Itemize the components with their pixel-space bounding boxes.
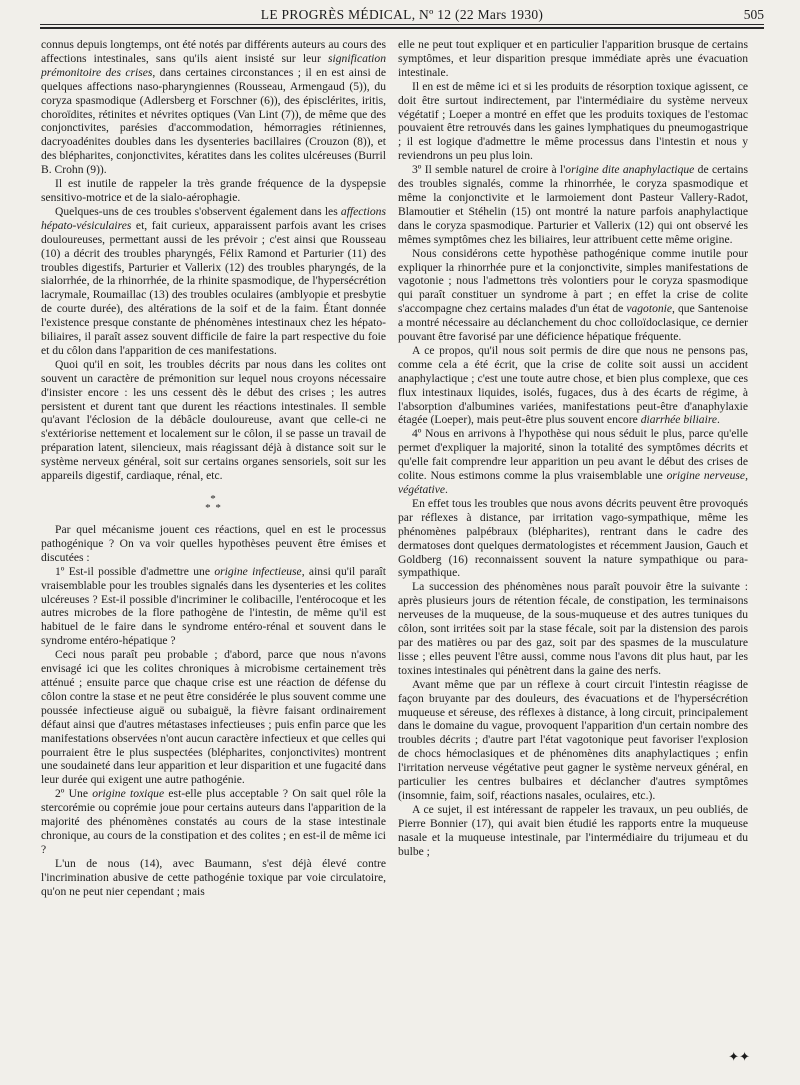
paragraph: L'un de nous (14), avec Baumann, s'est déjà élevé contre l'incrimination abusive de cette pathogénie toxique par voie circulatoire, qu'on ne peut nier cependant ; mais [41, 856, 386, 898]
page-number: 505 [743, 7, 764, 22]
right-column [398, 38, 748, 1078]
paragraph: A ce sujet, il est intéressant de rappeler les travaux, un peu oubliés, de Pierre Bonnier (17), qui avait bien étudié les rapports entre la muqueuse nasale et la muqueuse intestinale, par l'intermédiaire du trijumeau et du bulbe ; [398, 802, 748, 858]
paragraph: A ce propos, qu'il nous soit permis de dire que nous ne pensons pas, comme cela a été écrit, que la crise de colite soit aussi un accident anaphylactique ; c'est une toute autre chose, et bien plus complexe, que ces flux intestinaux liquides, isolés, fugaces, dus à des écarts de régime, à l'absorption d'albumines variées, manifestations peut-être d'anaphylaxie étagée (Loeper), mais peut-être plus souvent encore diarrhée biliaire. [398, 343, 748, 427]
paragraph: Ceci nous paraît peu probable ; d'abord, parce que nous n'avons envisagé ici que les colites chroniques à microbisme certainement très atténué ; ensuite parce que chaque crise est une réaction de défense du côlon contre la stase et ne peut être considérée le plus souvent comme une poussée infectieuse aiguë ou subaiguë, la fièvre faisant ordinairement défaut ainsi que d'autres métastases infectieuses ; puis enfin parce que les manifestations observées n'ont aucun caractère infectieux et que celles qui pourraient être le plus suspectées (blépharites, conjonctivites) montrent une soudaineté dans leur apparition et leur disparition et une fugacité dans leur durée qui exigent une autre pathogénie. [41, 648, 386, 787]
paragraph: 3º Il semble naturel de croire à l'origine dite anaphylactique de certains des troubles signalés, comme la rhinorrhée, le coryza spasmodique et même la conjonctivite et le larmoiement dont Pasteur Vallery-Radot, Blamoutier et Stéhelin (15) ont montré la nature parfois anaphylactique dans le coryza spasmodique. Parturier et Vallerix (12) qui ont observé les mêmes symptômes chez les biliaires, leur attribuent cette même origine. [398, 163, 748, 246]
header-rule-thick [40, 27, 764, 29]
running-header [40, 4, 764, 24]
paragraph: En effet tous les troubles que nous avons décrits peuvent être provoqués par réflexes à distance, par irritation vago-sympathique, même les phénomènes palpébraux (blépharites), rentrant dans le cadre des dermatoses dont quelques dermatologistes et récemment Jausion, Gauch et Goldberg (16) reconnaissent souvent la nature sympathique ou para-sympathique. [398, 496, 748, 580]
paragraph: Avant même que par un réflexe à court circuit l'intestin réagisse de façon bruyante par des douleurs, des évacuations et de l'hypersécrétion muqueuse et séreuse, des réflexes à distance, à long circuit, principalement dans le domaine du vague, provoquent l'apparition d'un certain nombre des troubles décrits ; d'autre part l'état vagotonique peut favoriser l'explosion de chocs hémoclasiques et de phénomènes dits anaphylactiques ; enfin l'irritation nerveuse végétative peut gagner le système nerveux général, en particulier les centres bulbaires et déclancher d'autres symptômes (insomnie, faim, soif, réactions nasales, oculaires, etc.). [398, 677, 748, 802]
left-column [41, 38, 386, 1078]
paragraph: connus depuis longtemps, ont été notés par différents auteurs au cours des affections intestinales, sans qu'ils aient insisté sur leur signification prémonitoire des crises, dans certaines circonstances ; il en est ainsi de quelques affections naso-pharyngiennes (Rousseau, Armengaud (5)), du coryza spasmodique (Adlersberg et Forschner (6)), des épisclérites, iritis, choroïdites, rétinites et névrites optiques (Van Lint (7)), de même que des conjonctivites, parésies d'accommodation, hémorragies rétiniennes, dacryoadénites doubles dans les dysenteries bacillaires (Crouzon (8)), et des blépharites, conjonctivites, kératites dans les colites ulcéreuses (Burril B. Crohn (9)). [41, 38, 386, 177]
paragraph: Il est inutile de rappeler la très grande fréquence de la dyspepsie sensitivo-motrice et de la sialo-aérophagie. [41, 177, 386, 204]
paragraph: La succession des phénomènes nous paraît pouvoir être la suivante : après plusieurs jours de rétention fécale, de constipation, les terminaisons nerveuses de la muqueuse, de la sous-muqueuse et des autres tuniques du côlon, sont irritées soit par la stase fécale, soit par la distension des parois par des matières ou par des gaz, soit par des spasmes de la musculature lisse ; elles peuvent l'être aussi, comme nous l'avons dit plus haut, par les toxines intestinales qui pénètrent dans la gaine des nerfs. [398, 580, 748, 677]
section-separator [41, 495, 386, 513]
paragraph: Quelques-uns de ces troubles s'observent également dans les affections hépato-vésiculaires et, fait curieux, apparaissent parfois avant les crises douloureuses, permettant aussi de les prévoir ; c'est ainsi que Rousseau (10) a décrit des troubles pharyngés, Félix Ramond et Parturier (11) des troubles digestifs, Parturier et Vallerix (12) des troubles pharyngés, de la sialorrhée, de la rhinorrhée, de la rhinite spasmodique, de l'hypersécrétion lacrymale, Roumaillac (13) des troubles oculaires (amblyopie et presbytie de courte durée), des altérations de la soif et de la faim. Étant donnée l'existence presque constante de phénomènes intestinaux chez les hépato-biliaires, il paraît assez souvent difficile de faire la part respective du foie et du côlon dans l'apparition de ces manifestations. [41, 204, 386, 357]
journal-title: LE PROGRÈS MÉDICAL, Nº 12 (22 Mars 1930) [260, 7, 544, 22]
header-rule-thin [40, 24, 764, 25]
paragraph: 4º Nous en arrivons à l'hypothèse qui nous séduit le plus, parce qu'elle permet d'expliquer la majorité, sinon la totalité des symptômes décrits et qu'elle fait comprendre leur apparition un peu avant le début des crises de colite. Nous estimons comme la plus vraisemblable une origine nerveuse, végétative. [398, 427, 748, 496]
paragraph: Quoi qu'il en soit, les troubles décrits par nous dans les colites ont souvent un caractère de prémonition sur lequel nous croyons nécessaire d'insister encore : les uns cessent dès le début des crises ; les autres persistent et durent tant que durent les réactions intestinales. Il semble qu'avant l'éclosion de la débâcle douloureuse, avant que celle-ci ne s'extériorise nettement et localement sur le côlon, il se passe un travail de préparation latent, silencieux, mais réagissant déjà à distance soit sur le système nerveux général, soit sur certains organes sensoriels, soit sur les appareils digestif, cardiaque, rénal, etc. [41, 357, 386, 483]
paragraph: Nous considérons cette hypothèse pathogénique comme inutile pour expliquer la rhinorrhée pure et la conjonctivite, simples manifestations de vagotonie ; nous l'admettons très volontiers pour le coryza spasmodique qui paraît constituer un syndrome à part ; en effet la crise de colite s'accompagne chez certains malades d'un état de vagotonie, que Santenoise a montré nécessaire au déclanchement du choc colloïdoclasique, ce dernier pouvant être favorisé par une déficience hépatique fréquente. [398, 246, 748, 344]
continuation-mark: ✦✦ [728, 1050, 750, 1065]
paragraph: 2º Une origine toxique est-elle plus acceptable ? On sait quel rôle la stercorémie ou coprémie joue pour certains auteurs dans l'apparition de la majorité des phénomènes constatés au cours de la stase intestinale chronique, au cours de la constipation et des colites ; en est-il de même ici ? [41, 787, 386, 856]
paragraph: Par quel mécanisme jouent ces réactions, quel en est le processus pathogénique ? On va voir quelles hypothèses peuvent être émises et discutées : [41, 523, 386, 564]
paragraph: 1º Est-il possible d'admettre une origine infectieuse, ainsi qu'il paraît vraisemblable pour les troubles signalés dans les dysenteries et les colites ulcéreuses ? Est-il possible d'incriminer le colibacille, l'entérocoque et les autres microbes de la flore pathogène de l'intestin, de même qu'il est habituel de le faire dans le syndrome entéro-rénal et souvent dans le syndrome entéro-hépatique ? [41, 564, 386, 648]
paragraph: Il en est de même ici et si les produits de résorption toxique agissent, ce doit être surtout indirectement, par l'intermédiaire du système nerveux végétatif ; Loeper a montré en effet que les produits toxiques de l'estomac pouvaient être retrouvés dans les gaines lymphatiques du pneumogastrique ; il est logique d'admettre le même processus dans l'intestin et nous y reviendrons un peu plus loin. [398, 79, 748, 163]
paragraph: elle ne peut tout expliquer et en particulier l'apparition brusque de certains symptômes, et leur disparition presque immédiate après une évacuation intestinale. [398, 38, 748, 79]
asterism: * * * [205, 493, 222, 514]
